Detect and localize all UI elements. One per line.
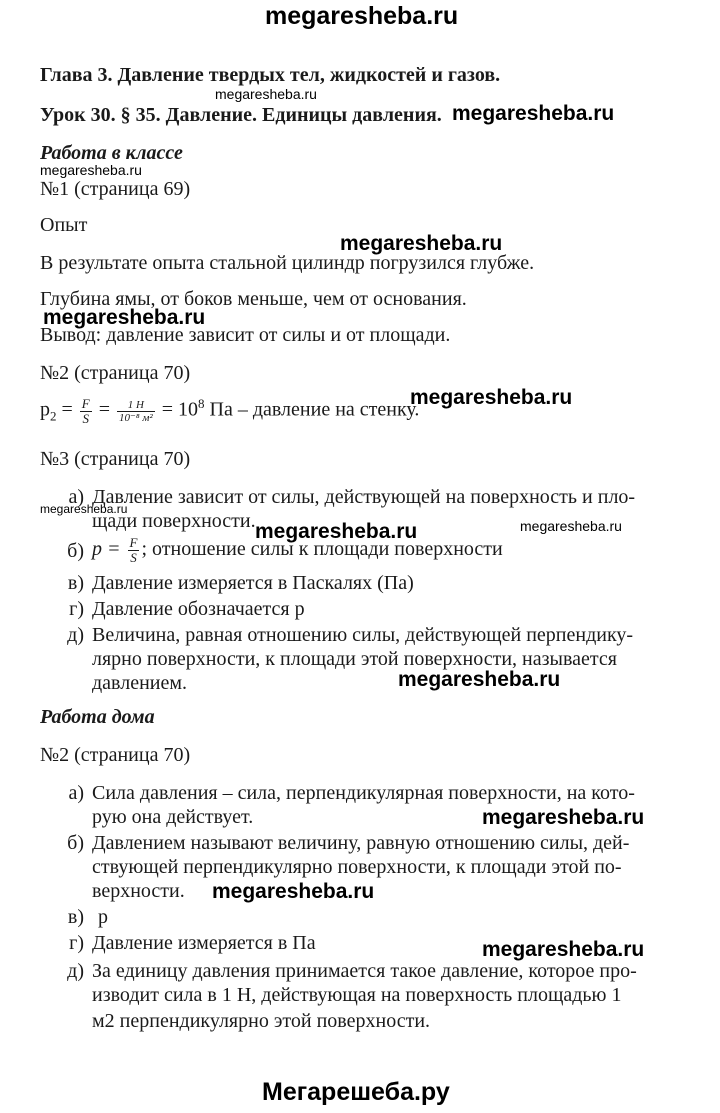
chapter-title: Глава 3. Давление твердых тел, жидкостей и газов. xyxy=(40,64,501,86)
item-marker: г) xyxy=(69,598,84,620)
item-line: рую она действует. xyxy=(92,806,254,828)
task1-line: В результате опыта стальной цилиндр погрузился глубже. xyxy=(40,252,535,274)
item-line: Величина, равная отношению силы, действующей перпендику- xyxy=(92,624,634,646)
task1-line: Глубина ямы, от боков меньше, чем от основания. xyxy=(40,288,467,310)
watermark-mark: megaresheba.ru xyxy=(340,232,503,255)
home-section-heading: Работа дома xyxy=(40,706,155,728)
item-line: Давлением называют величину, равную отношению силы, дей- xyxy=(92,832,630,854)
item-marker: а) xyxy=(68,486,84,508)
task2-title: №2 (страница 70) xyxy=(40,362,191,384)
item-line: Давление измеряется в Па xyxy=(92,932,316,954)
item-line: лярно поверхности, к площади этой поверхности, называется xyxy=(92,648,617,670)
item-line: давлением. xyxy=(92,672,188,694)
item-marker: б) xyxy=(67,832,84,854)
watermark-mark: megaresheba.ru xyxy=(255,520,418,543)
item-line: м2 перпендикулярно этой поверхности. xyxy=(92,1010,431,1032)
task1-line: Вывод: давление зависит от силы и от площади. xyxy=(40,324,451,346)
item-marker: д) xyxy=(67,960,84,982)
watermark-mark: megaresheba.ru xyxy=(43,306,206,329)
lesson-title: Урок 30. § 35. Давление. Единицы давления. xyxy=(40,104,442,126)
item-marker: в) xyxy=(67,906,84,928)
item-marker: а) xyxy=(68,782,84,804)
footer-watermark: Мегарешеба.ру xyxy=(262,1078,450,1106)
watermark-small: megaresheba.ru xyxy=(520,518,622,534)
watermark-small: megaresheba.ru xyxy=(40,162,142,178)
task3-title: №3 (страница 70) xyxy=(40,448,191,470)
task2-formula: $p_2$ = $\frac{F}{S}$ = $\frac{1 H}{\text{10⁻⁸ м²}}$ = $10^8$ Па – давление на стенку. xyxy=(40,395,420,426)
home-task2-title: №2 (страница 70) xyxy=(40,744,191,766)
watermark-mark: megaresheba.ru xyxy=(452,102,615,125)
watermark-mark: megaresheba.ru xyxy=(482,938,645,961)
watermark-mark: megaresheba.ru xyxy=(482,806,645,829)
item-line: За единицу давления принимается такое давление, которое про- xyxy=(92,960,637,982)
item-line: p xyxy=(98,906,108,928)
item-marker: в) xyxy=(67,572,84,594)
item-line: Давление зависит от силы, действующей на поверхность и пло- xyxy=(92,486,636,508)
watermark-mark: megaresheba.ru xyxy=(398,668,561,691)
item-line: изводит сила в 1 Н, действующая на поверхность площадью 1 xyxy=(92,984,622,1006)
item-marker: г) xyxy=(69,932,84,954)
watermark-small: megaresheba.ru xyxy=(215,86,317,102)
task1-label: Опыт xyxy=(40,214,88,236)
item-line: щади поверхности. xyxy=(92,510,256,532)
item-line: Давление измеряется в Паскалях (Па) xyxy=(92,572,414,594)
item-line: Сила давления – сила, перпендикулярная поверхности, на кото- xyxy=(92,782,635,804)
item-line: Давление обозначается p xyxy=(92,598,305,620)
item-marker: д) xyxy=(67,624,84,646)
task1-title: №1 (страница 69) xyxy=(40,178,191,200)
item-formula: p = $\frac{F}{S}$ ; отношение силы к площади поверхности xyxy=(92,535,503,565)
watermark-tiny: megaresheba.ru xyxy=(40,502,128,516)
watermark-mark: megaresheba.ru xyxy=(410,386,573,409)
item-line: верхности. xyxy=(92,880,185,902)
header-watermark: megaresheba.ru xyxy=(265,2,459,30)
item-line: ствующей перпендикулярно поверхности, к площади этой по- xyxy=(92,856,622,878)
watermark-mark: megaresheba.ru xyxy=(212,880,375,903)
item-marker: б) xyxy=(67,540,84,562)
class-section-heading: Работа в классе xyxy=(40,142,183,164)
